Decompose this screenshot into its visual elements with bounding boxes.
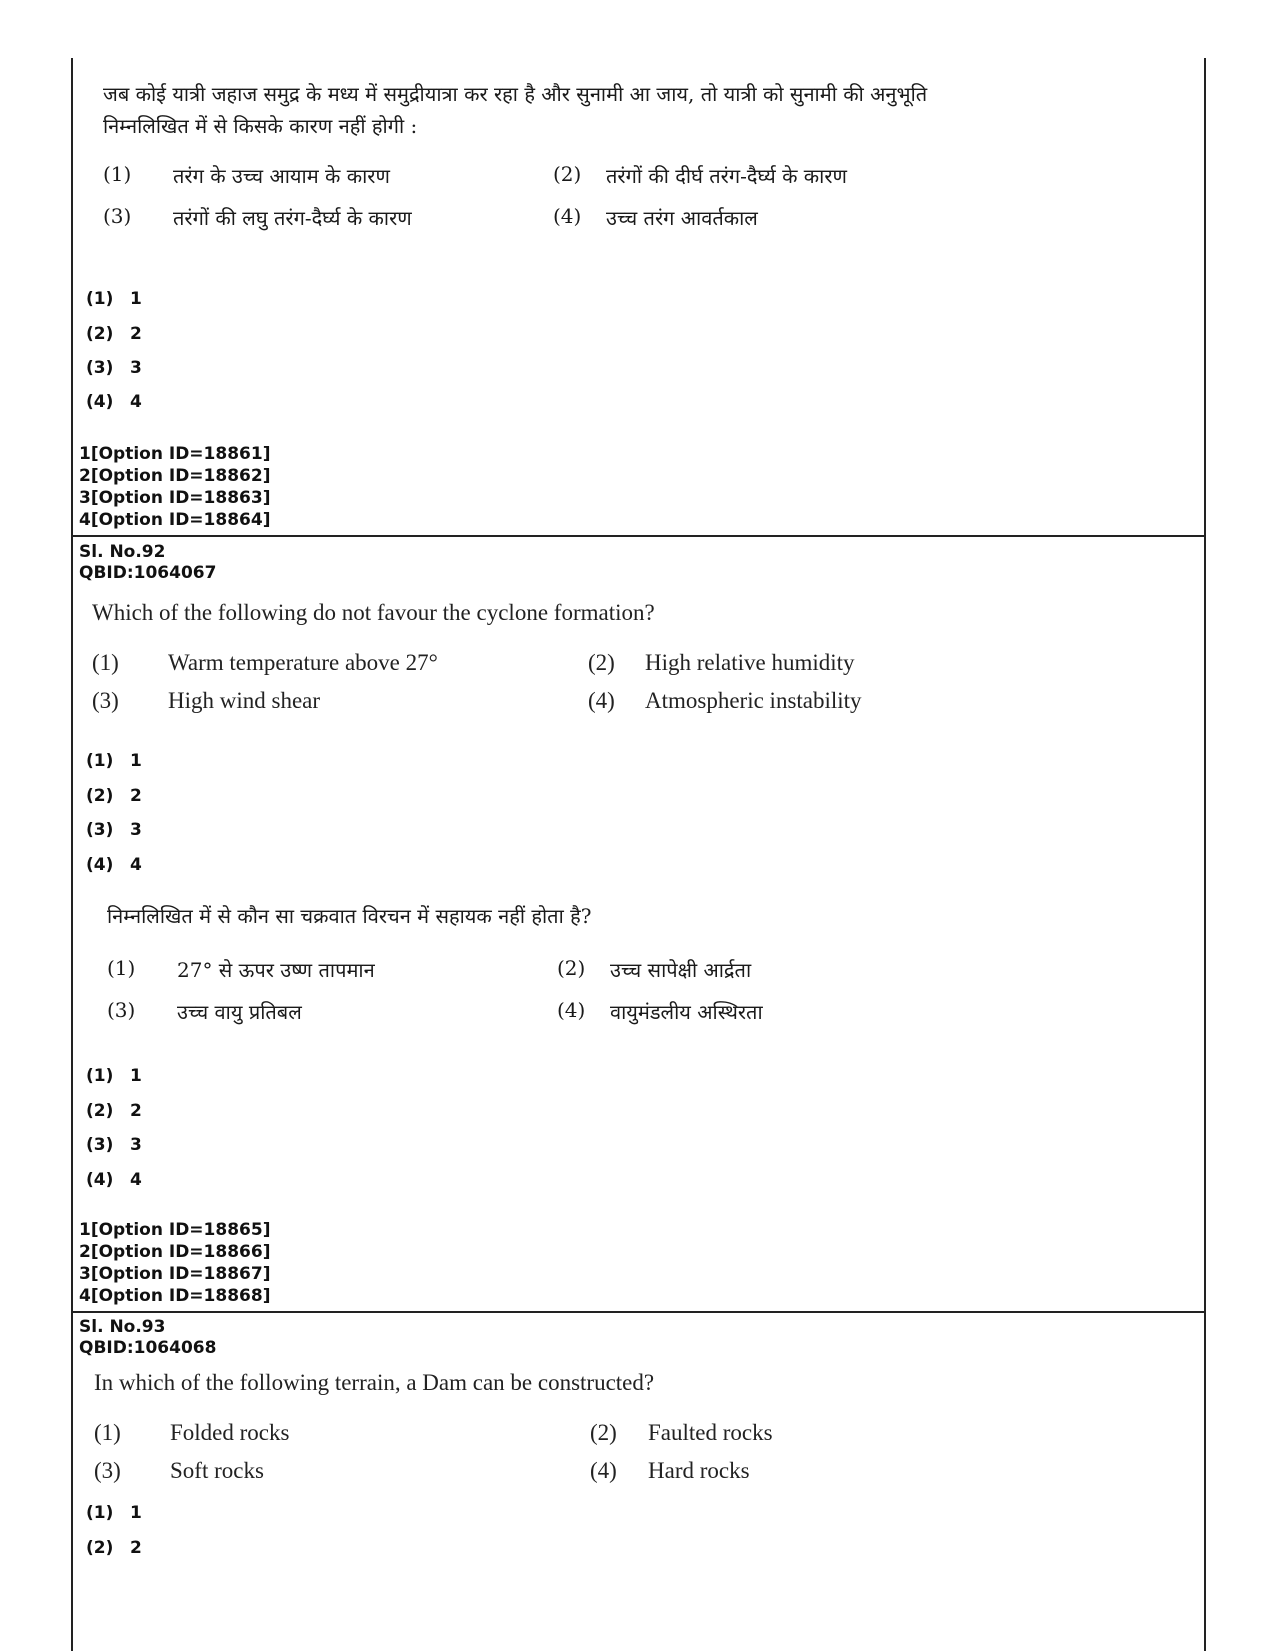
option-text: Atmospheric instability	[645, 688, 862, 713]
option-number: (4)	[557, 998, 586, 1022]
question-bank-id: QBID:1064068	[79, 1338, 217, 1358]
option-id: 2[Option ID=18866]	[79, 1242, 271, 1262]
option-text: तरंगों की लघु तरंग-दैर्घ्य के कारण	[173, 206, 412, 230]
answer-choice[interactable]: (4) 4	[86, 855, 142, 875]
option-number: (2)	[590, 1420, 617, 1445]
frame-right-border	[1204, 58, 1206, 1651]
q92-option-ids	[79, 1219, 270, 1307]
answer-choice[interactable]: (2) 2	[86, 786, 142, 806]
option-id: 3[Option ID=18867]	[79, 1264, 271, 1284]
option-text: उच्च तरंग आवर्तकाल	[606, 206, 758, 230]
option-text: Folded rocks	[170, 1420, 290, 1445]
section-divider-92	[71, 535, 1206, 537]
serial-number: Sl. No.93	[79, 1317, 166, 1337]
option-number: (1)	[107, 956, 136, 980]
option-text: वायुमंडलीय अस्थिरता	[610, 1000, 763, 1024]
option-number: (3)	[107, 998, 136, 1022]
question-bank-id: QBID:1064067	[79, 563, 217, 583]
option-id: 1[Option ID=18861]	[79, 444, 271, 464]
frame-left-border	[71, 58, 73, 1651]
option-id: 4[Option ID=18864]	[79, 510, 271, 530]
q91-hindi-question	[103, 78, 1103, 142]
option-text: उच्च सापेक्षी आर्द्रता	[610, 958, 752, 982]
section-divider-93	[71, 1311, 1206, 1313]
option-id: 2[Option ID=18862]	[79, 466, 271, 486]
option-number: (3)	[92, 688, 119, 713]
answer-choice[interactable]: (1) 1	[86, 1503, 142, 1523]
option-number: (3)	[94, 1458, 121, 1483]
option-text: Warm temperature above 27°	[168, 650, 438, 675]
q91-hindi-question-line2: निम्नलिखित में से किसके कारण नहीं होगी :	[103, 114, 418, 138]
answer-choice[interactable]: (3) 3	[86, 358, 142, 378]
answer-choice[interactable]: (4) 4	[86, 1170, 142, 1190]
option-id: 3[Option ID=18863]	[79, 488, 271, 508]
option-id: 1[Option ID=18865]	[79, 1220, 271, 1240]
option-number: (4)	[590, 1458, 617, 1483]
answer-choice[interactable]: (4) 4	[86, 392, 142, 412]
option-number: (2)	[557, 956, 586, 980]
option-text: Soft rocks	[170, 1458, 264, 1483]
option-number: (1)	[94, 1420, 121, 1445]
option-text: High relative humidity	[645, 650, 855, 675]
option-text: उच्च वायु प्रतिबल	[177, 1000, 302, 1024]
option-number: (1)	[92, 650, 119, 675]
option-number: (2)	[553, 162, 582, 186]
answer-choice[interactable]: (1) 1	[86, 289, 142, 309]
option-id: 4[Option ID=18868]	[79, 1286, 271, 1306]
option-text: High wind shear	[168, 688, 321, 713]
option-number: (4)	[553, 204, 582, 228]
q93-meta	[79, 1317, 216, 1359]
q91-option-ids	[79, 443, 270, 531]
q92-question: Which of the following do not favour the cyclone formation?	[92, 600, 655, 625]
option-number: (2)	[588, 650, 615, 675]
q92-hindi-question: निम्नलिखित में से कौन सा चक्रवात विरचन में सहायक नहीं होता है?	[107, 904, 592, 928]
answer-choice[interactable]: (3) 3	[86, 820, 142, 840]
q92-meta	[79, 542, 216, 584]
answer-choice[interactable]: (2) 2	[86, 324, 142, 344]
q91-hindi-question-line1: जब कोई यात्री जहाज समुद्र के मध्य में समुद्रीयात्रा कर रहा है और सुनामी आ जाय, तो यात्री को सुनामी की अनुभूति	[103, 82, 928, 106]
serial-number: Sl. No.92	[79, 542, 166, 562]
answer-choice[interactable]: (3) 3	[86, 1135, 142, 1155]
option-number: (3)	[103, 204, 132, 228]
option-number: (1)	[103, 162, 132, 186]
answer-choice[interactable]: (2) 2	[86, 1101, 142, 1121]
option-text: 27° से ऊपर उष्ण तापमान	[177, 958, 375, 982]
option-text: Hard rocks	[648, 1458, 750, 1483]
option-text: Faulted rocks	[648, 1420, 773, 1445]
option-text: तरंग के उच्च आयाम के कारण	[173, 164, 390, 188]
option-number: (4)	[588, 688, 615, 713]
answer-choice[interactable]: (2) 2	[86, 1538, 142, 1558]
q93-question: In which of the following terrain, a Dam can be constructed?	[94, 1370, 655, 1395]
answer-choice[interactable]: (1) 1	[86, 751, 142, 771]
option-text: तरंगों की दीर्घ तरंग-दैर्घ्य के कारण	[606, 164, 847, 188]
answer-choice[interactable]: (1) 1	[86, 1066, 142, 1086]
